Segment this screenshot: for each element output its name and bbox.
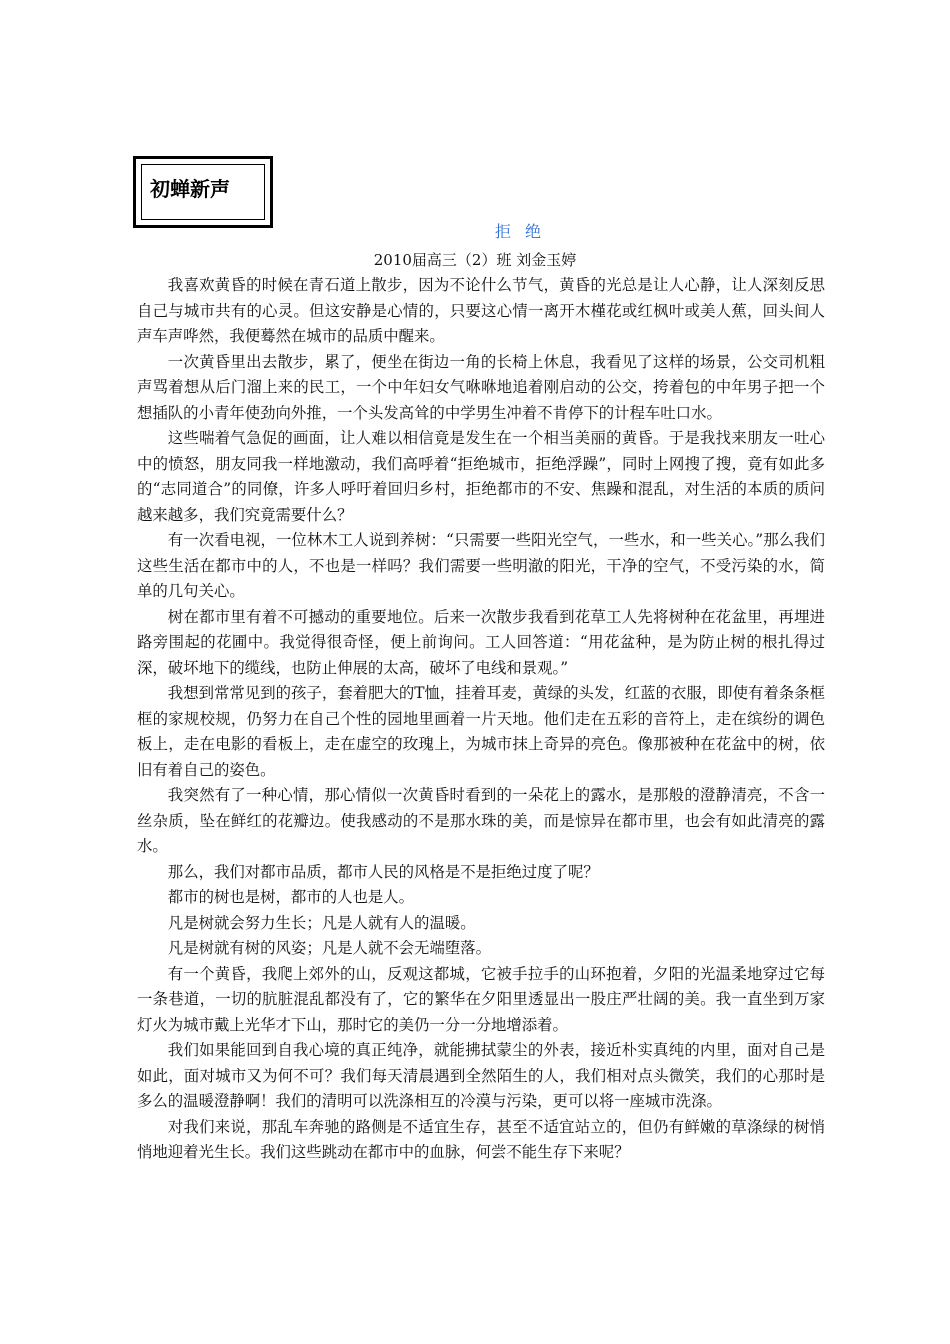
article-body (137, 273, 825, 1166)
paragraph: 我想到常常见到的孩子，套着肥大的T恤，挂着耳麦，黄绿的头发，红蓝的衣服，即使有着条条框框的家规校规，仍努力在自己个性的园地里画着一片天地。他们走在五彩的音符上，走在缤纷的调色板上，走在电影的看板上，走在虚空的玫瑰上，为城市抹上奇异的亮色。像那被种在花盆中的树，依旧有着自己的姿色。 (137, 684, 825, 779)
section-label: 初蝉新声 (150, 177, 230, 201)
paragraph: 树在都市里有着不可撼动的重要地位。后来一次散步我看到花草工人先将树种在花盆里，再埋进路旁围起的花圃中。我觉得很奇怪，便上前询问。工人回答道：“用花盆种，是为防止树的根扎得过深，破坏地下的缆线，也防止伸展的太高，破坏了电线和景观。” (137, 607, 825, 677)
paragraph: 凡是树就会努力生长；凡是人就有人的温暖。 (167, 913, 476, 932)
paragraph: 凡是树就有树的风姿；凡是人就不会无端堕落。 (167, 939, 492, 957)
paragraph: 我突然有了一种心情，那心情似一次黄昏时看到的一朵花上的露水，是那般的澄静清亮，不含一丝杂质，坠在鲜红的花瓣边。使我感动的不是那水珠的美，而是惊异在都市里，也会有如此清亮的露水。 (137, 786, 825, 855)
paragraph: 我们如果能回到自我心境的真正纯净，就能拂拭蒙尘的外表，接近朴实真纯的内里，面对自己是如此，面对城市又为何不可？我们每天清晨遇到全然陌生的人，我们相对点头微笑，我们的心那时是多么的温暖澄静啊！我们的清明可以洗涤相互的冷漠与污染，更可以将一座城市洗涤。 (137, 1041, 825, 1110)
paragraph: 一次黄昏里出去散步，累了，便坐在街边一角的长椅上休息，我看见了这样的场景，公交司机粗声骂着想从后门溜上来的民工，一个中年妇女气咻咻地追着刚启动的公交，挎着包的中年男子把一个想插队的小青年使劲向外推，一个头发高耸的中学男生冲着不肯停下的计程车吐口水。 (137, 352, 825, 422)
section-label-box (133, 156, 273, 228)
author-line: 2010届高三（2）班 刘金玉婷 (373, 251, 577, 269)
paragraph: 这些喘着气急促的画面，让人难以相信竟是发生在一个相当美丽的黄昏。于是我找来朋友一吐心中的愤怒，朋友同我一样地激动，我们高呼着“拒绝城市，拒绝浮躁”，同时上网搜了搜，竟有如此多的“志同道合”的同僚，许多人呼吁着回归乡村，拒绝都市的不安、焦躁和混乱，对生活的本质的质问越来越多，我们究竟需要什么？ (137, 429, 825, 524)
paragraph: 有一个黄昏，我爬上郊外的山，反观这都城，它被手拉手的山环抱着，夕阳的光温柔地穿过它每一条巷道，一切的肮脏混乱都没有了，它的繁华在夕阳里透显出一股庄严壮阔的美。我一直坐到万家灯火为城市戴上光华才下山，那时它的美仍一分一分地增添着。 (137, 964, 825, 1034)
paragraph: 我喜欢黄昏的时候在青石道上散步，因为不论什么节气，黄昏的光总是让人心静，让人深刻反思自己与城市共有的心灵。但这安静是心情的，只要这心情一离开木槿花或红枫叶或美人蕉，回头间人声车声哗然，我便蓦然在城市的品质中醒来。 (137, 276, 825, 345)
paragraph: 都市的树也是树，都市的人也是人。 (167, 888, 415, 906)
article-title: 拒绝 (495, 222, 556, 241)
paragraph: 那么，我们对都市品质，都市人民的风格是不是拒绝过度了呢？ (167, 862, 599, 881)
paragraph: 对我们来说，那乱车奔驰的路侧是不适宜生存，甚至不适宜站立的，但仍有鲜嫩的草涤绿的树悄悄地迎着光生长。我们这些跳动在都市中的血脉，何尝不能生存下来呢？ (137, 1117, 825, 1161)
paragraph: 有一次看电视，一位林木工人说到养树：“只需要一些阳光空气，一些水，和一些关心。”那么我们这些生活在都市中的人，不也是一样吗？我们需要一些明澈的阳光，干净的空气，不受污染的水，简单的几句关心。 (137, 531, 825, 600)
